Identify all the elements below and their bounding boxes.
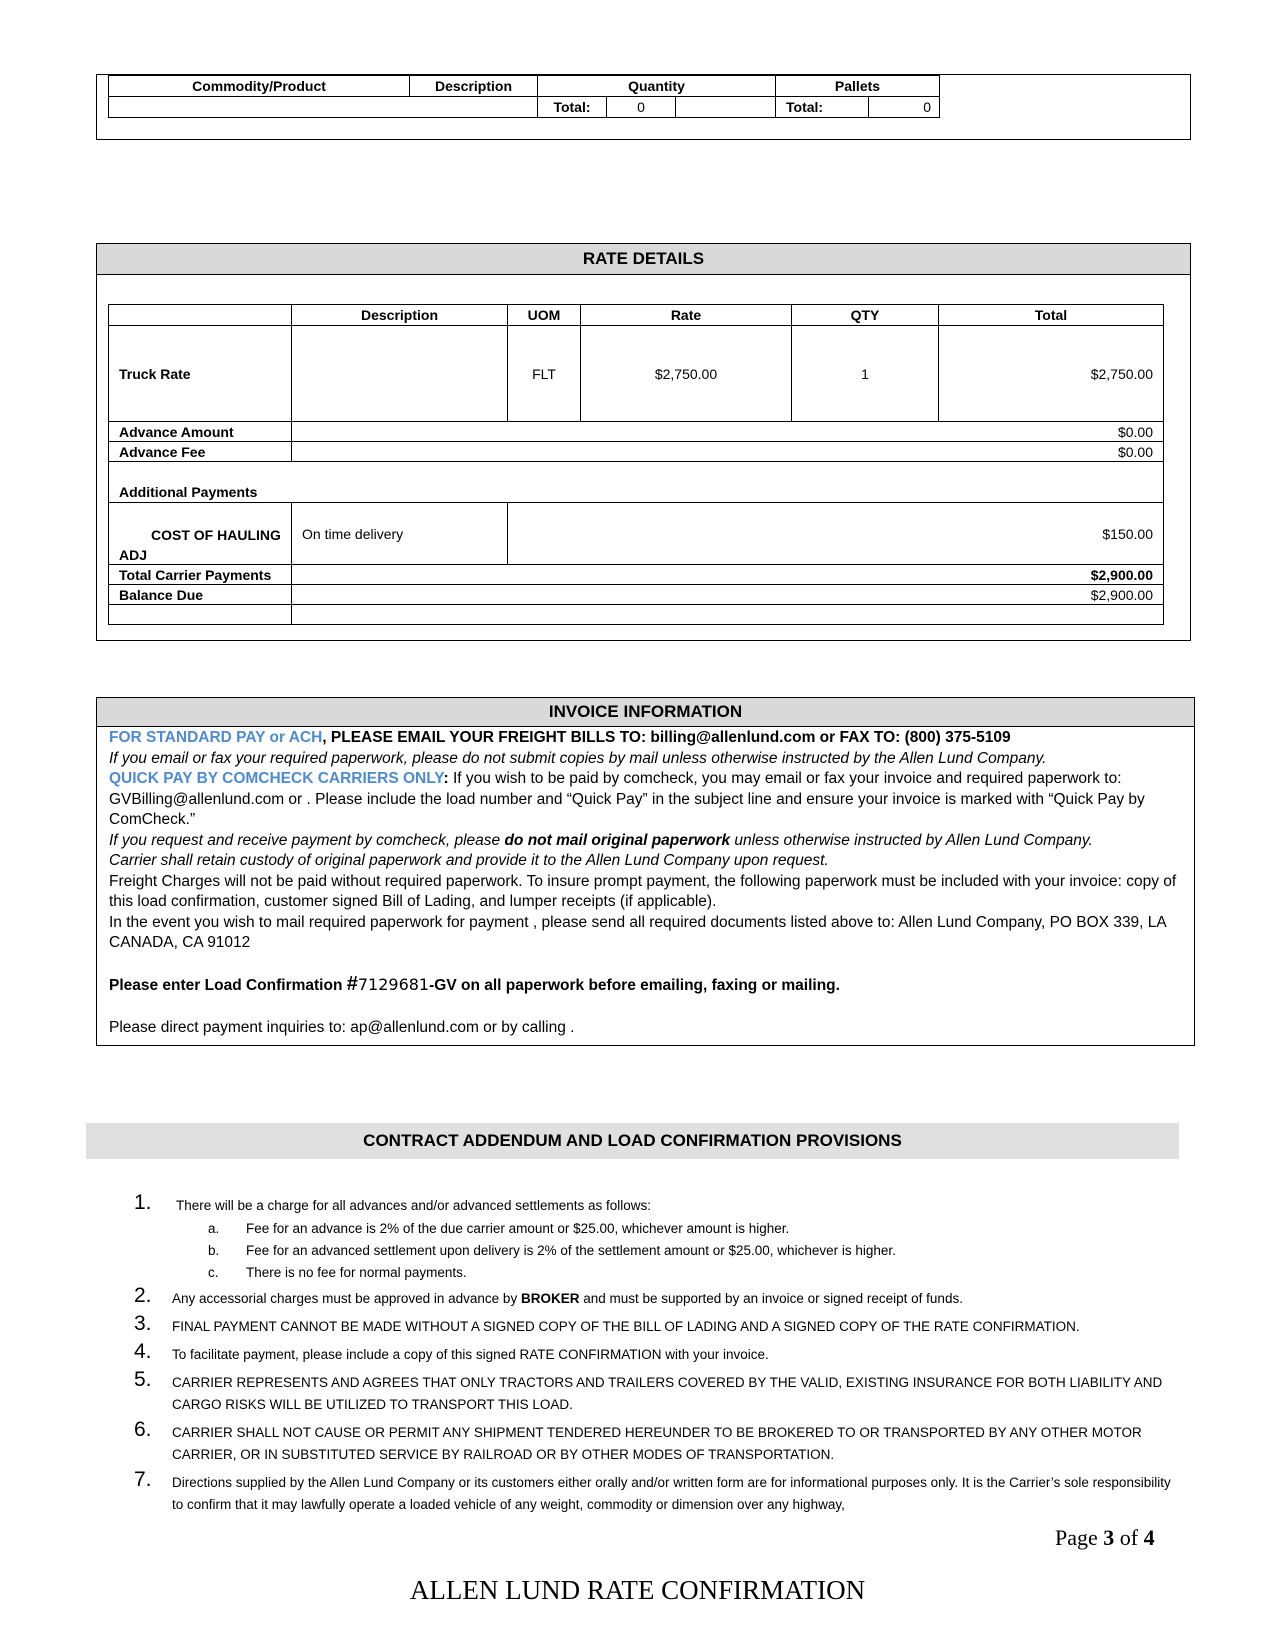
- rate-label-header: [109, 305, 292, 326]
- standard-pay-text: , PLEASE EMAIL YOUR FREIGHT BILLS TO: billing@allenlund.com or FAX TO: (800) 375-5109: [322, 729, 1011, 746]
- provision-1c-text: There is no fee for normal payments.: [246, 1265, 467, 1280]
- cost-of-hauling-row: [109, 503, 1164, 565]
- provision-1a-text: Fee for an advance is 2% of the due carrier amount or $25.00, whichever amount is higher.: [246, 1221, 790, 1236]
- truck-rate-description: [292, 326, 508, 422]
- provision-3-number: 3.: [134, 1312, 152, 1335]
- rate-details-section: [96, 243, 1191, 641]
- description-header: Description: [410, 76, 538, 97]
- page-total: 4: [1143, 1525, 1155, 1550]
- quantity-total-value: 0: [607, 97, 676, 118]
- load-confirmation-number: 7129681: [357, 974, 430, 994]
- rate-qty-header: QTY: [792, 305, 939, 326]
- load-confirmation-notice: [109, 974, 1184, 997]
- quick-pay-text: If you wish to be paid by comcheck, you may email or fax your invoice and required paperwork to: GVBilling@allenlund.com or . Please include the load number and “Quick Pay” in the subject line and ensure your invoice is marked with “Quick Pay by ComCheck.”: [109, 770, 1145, 828]
- truck-rate-row: [109, 326, 1164, 422]
- provision-5-number: 5.: [134, 1368, 152, 1391]
- load-confirmation-a: Please enter Load Confirmation: [109, 976, 347, 994]
- advance-amount-label: Advance Amount: [109, 422, 292, 442]
- advance-amount-row: [109, 422, 1164, 442]
- no-mail-notice: If you email or fax your required paperwork, please do not submit copies by mail unless otherwise instructed by the Allen Lund Company.: [109, 749, 1047, 767]
- provision-7-number: 7.: [134, 1468, 152, 1491]
- freight-charges-notice: Freight Charges will not be paid without required paperwork. To insure prompt payment, the following paperwork must be included with your invoice: copy of this load confirmation, customer signed Bill of Lading, and lumper receipts (if applicable).: [109, 872, 1177, 910]
- rate-empty-cell-2: [292, 605, 1164, 625]
- provision-2-text-c: and must be supported by an invoice or signed receipt of funds.: [579, 1291, 963, 1306]
- cost-of-hauling-label: [109, 503, 292, 565]
- mail-address-notice: In the event you wish to mail required paperwork for payment , please send all required documents listed above to: Allen Lund Company, PO BOX 339, LA CANADA, CA 91012: [109, 913, 1166, 951]
- cost-of-hauling-label-2: ADJ: [119, 547, 148, 563]
- rate-description-header: Description: [292, 305, 508, 326]
- provision-1b-text: Fee for an advanced settlement upon delivery is 2% of the settlement amount or $25.00, whichever is higher.: [246, 1243, 896, 1258]
- quantity-total-label: Total:: [538, 97, 607, 118]
- comcheck-notice-bold: do not mail original paperwork: [504, 831, 731, 849]
- total-carrier-payments-value: $2,900.00: [292, 565, 1164, 585]
- quantity-header: Quantity: [538, 76, 776, 97]
- page-label: Page: [1055, 1525, 1104, 1550]
- footer-title: ALLEN LUND RATE CONFIRMATION: [409, 1575, 866, 1605]
- provision-2-text-a: Any accessorial charges must be approved in advance by: [172, 1291, 521, 1306]
- rate-empty-row: [109, 605, 1164, 625]
- total-carrier-payments-label: Total Carrier Payments: [109, 565, 292, 585]
- page-of: of: [1114, 1525, 1144, 1550]
- additional-payments-label: Additional Payments: [109, 462, 1164, 503]
- provision-4-number: 4.: [134, 1340, 152, 1363]
- advance-amount-value: $0.00: [292, 422, 1164, 442]
- invoice-information-title: INVOICE INFORMATION: [97, 698, 1194, 727]
- provision-2-text: [172, 1288, 1172, 1310]
- advance-fee-value: $0.00: [292, 442, 1164, 462]
- rate-empty-cell-1: [109, 605, 292, 625]
- advance-fee-row: [109, 442, 1164, 462]
- additional-payments-row: [109, 462, 1164, 503]
- payment-inquiries: Please direct payment inquiries to: ap@allenlund.com or by calling .: [109, 1019, 575, 1036]
- rate-total-header: Total: [939, 305, 1164, 326]
- quick-pay-colon: :: [443, 770, 449, 787]
- comcheck-notice-c: unless otherwise instructed by Allen Lund Company.: [730, 831, 1093, 849]
- standard-pay-line: [109, 728, 1184, 749]
- invoice-body: [109, 728, 1184, 1039]
- provision-6-text: CARRIER SHALL NOT CAUSE OR PERMIT ANY SHIPMENT TENDERED HEREUNDER TO BE BROKERED TO OR TRANSPORTED BY ANY OTHER MOTOR CARRIER, OR IN SUBSTITUTED SERVICE BY RAILROAD OR BY OTHER MODES OF TRANSPORTATION.: [172, 1425, 1142, 1462]
- provision-1c-letter: c.: [208, 1265, 219, 1280]
- page-number: [1055, 1525, 1155, 1551]
- rate-details-title: RATE DETAILS: [97, 244, 1190, 275]
- commodity-empty-cell: [109, 97, 538, 118]
- standard-pay-label: FOR STANDARD PAY or ACH: [109, 729, 323, 746]
- provision-1b-letter: b.: [208, 1243, 220, 1258]
- provision-1-number: 1.: [134, 1191, 152, 1214]
- truck-rate-label: Truck Rate: [109, 326, 292, 422]
- balance-due-label: Balance Due: [109, 585, 292, 605]
- cost-of-hauling-label-1: COST OF HAULING: [151, 527, 281, 543]
- balance-due-value: $2,900.00: [292, 585, 1164, 605]
- total-carrier-payments-row: [109, 565, 1164, 585]
- provision-6-number: 6.: [134, 1418, 152, 1441]
- commodity-section: [96, 74, 1191, 140]
- provision-2-broker: BROKER: [520, 1291, 580, 1306]
- provision-2-number: 2.: [134, 1284, 152, 1307]
- load-confirmation-b: -GV on all paperwork before emailing, faxing or mailing.: [429, 976, 840, 994]
- quick-pay-paragraph: [109, 769, 1184, 831]
- pallets-total-label: Total:: [776, 97, 869, 118]
- custody-notice: Carrier shall retain custody of original paperwork and provide it to the Allen Lund Company upon request.: [109, 852, 829, 869]
- rate-rate-header: Rate: [581, 305, 792, 326]
- truck-rate-qty: 1: [792, 326, 939, 422]
- pallets-header: Pallets: [776, 76, 940, 97]
- provision-4-text: To facilitate payment, please include a copy of this signed RATE CONFIRMATION with your invoice.: [172, 1347, 769, 1362]
- pallets-total-value: 0: [869, 97, 940, 118]
- rate-details-table: [108, 304, 1164, 625]
- commodity-table: [108, 75, 940, 118]
- provision-5-text: CARRIER REPRESENTS AND AGREES THAT ONLY TRACTORS AND TRAILERS COVERED BY THE VALID, EXISTING INSURANCE FOR BOTH LIABILITY AND CARGO RISKS WILL BE UTILIZED TO TRANSPORT THIS LOAD.: [172, 1375, 1163, 1412]
- provision-1a-letter: a.: [208, 1221, 220, 1236]
- truck-rate-total: $2,750.00: [939, 326, 1164, 422]
- provision-3-text: FINAL PAYMENT CANNOT BE MADE WITHOUT A SIGNED COPY OF THE BILL OF LADING AND A SIGNED COPY OF THE RATE CONFIRMATION.: [172, 1319, 1080, 1334]
- quantity-empty-cell: [676, 97, 776, 118]
- load-confirmation-hash: #: [346, 972, 358, 995]
- provision-7-text: Directions supplied by the Allen Lund Company or its customers either orally and/or written form are for informational purposes only. It is the Carrier’s sole responsibility to confirm that it may lawfully operate a loaded vehicle of any weight, commodity or dimension over any highway,: [172, 1475, 1171, 1512]
- provision-1-text: There will be a charge for all advances and/or advanced settlements as follows:: [176, 1198, 652, 1213]
- comcheck-notice-a: If you request and receive payment by comcheck, please: [109, 831, 505, 849]
- balance-due-row: [109, 585, 1164, 605]
- comcheck-notice: [109, 831, 1184, 852]
- quick-pay-label: QUICK PAY BY COMCHECK CARRIERS ONLY: [109, 770, 444, 787]
- page-current: 3: [1103, 1525, 1115, 1550]
- advance-fee-label: Advance Fee: [109, 442, 292, 462]
- rate-uom-header: UOM: [508, 305, 581, 326]
- truck-rate-rate: $2,750.00: [581, 326, 792, 422]
- addendum-title: CONTRACT ADDENDUM AND LOAD CONFIRMATION PROVISIONS: [86, 1123, 1179, 1159]
- cost-of-hauling-value: $150.00: [508, 503, 1164, 565]
- truck-rate-uom: FLT: [508, 326, 581, 422]
- invoice-information-section: [96, 697, 1195, 1046]
- commodity-header: Commodity/Product: [109, 76, 410, 97]
- cost-of-hauling-description: On time delivery: [292, 503, 508, 565]
